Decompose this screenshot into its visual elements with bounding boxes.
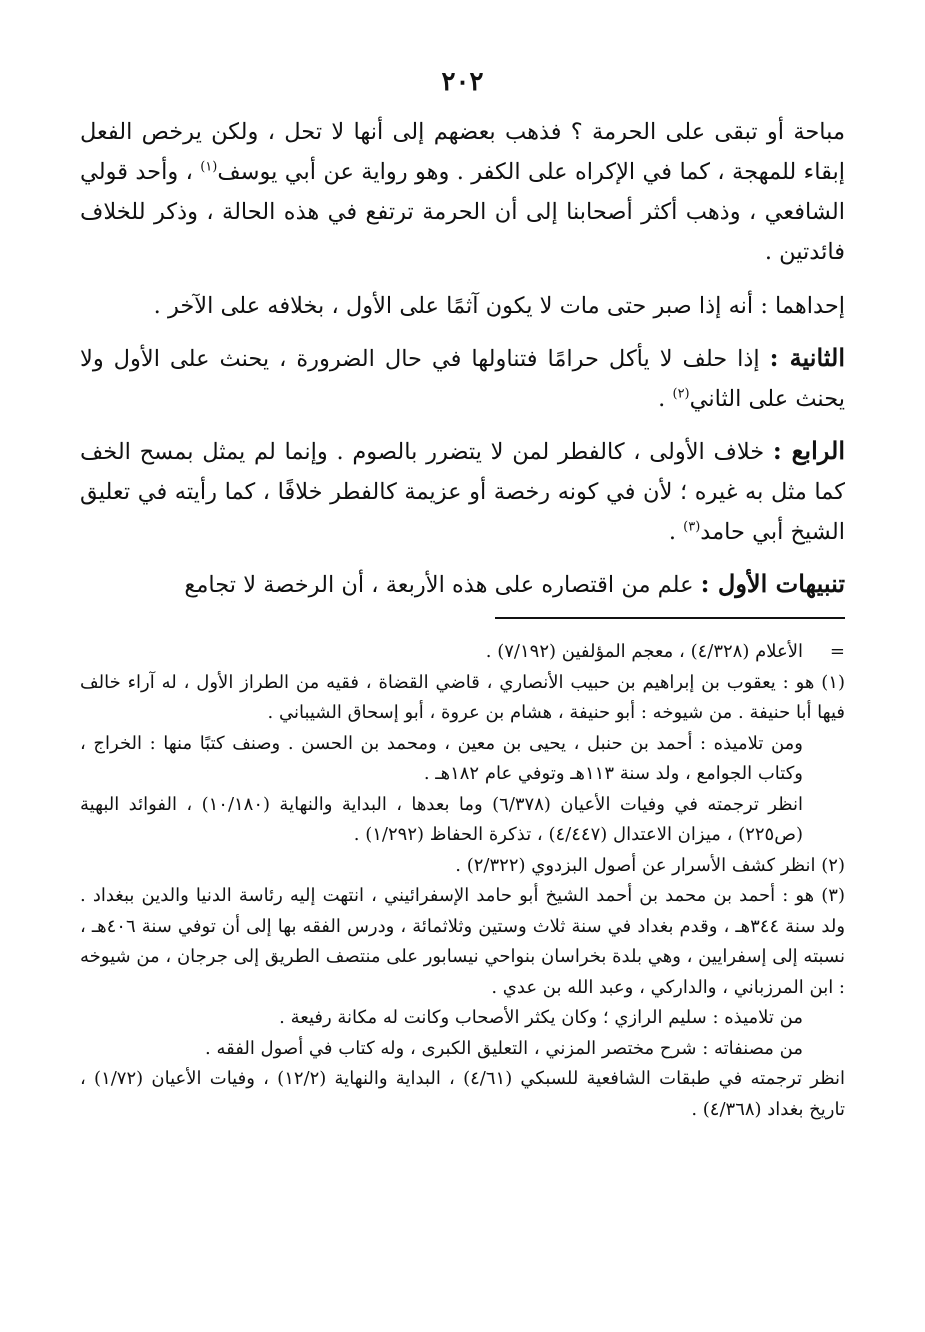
paragraph-1-text: مباحة أو تبقى على الحرمة ؟ فذهب بعضهم إلى أنها لا تحل ، ولكن يرخص الفعل إبقاء للمهجة ، كما في الإكراه على الكفر . وهو رواية عن أبي يوسف <box>80 119 845 185</box>
footnote-1-number: (١) <box>821 671 845 693</box>
footnote-2-text: انظر كشف الأسرار عن أصول البزدوي (٢/٣٢٢) . <box>455 854 822 876</box>
paragraph-5 <box>80 564 845 605</box>
paragraph-1-rest: ، وأحد قولي الشافعي ، وذهب أكثر أصحابنا إلى أن الحرمة ترتفع في هذه الحالة ، وذكر للخلاف فائدتين . <box>80 159 845 265</box>
paragraph-1 <box>80 112 845 272</box>
footnote-3-students: من تلاميذه : سليم الرازي ؛ وكان يكثر الأصحاب وكانت له مكانة رفيعة . <box>279 1007 803 1028</box>
footnote-1-sources: انظر ترجمته في وفيات الأعيان (٦/٣٧٨) وما بعدها ، البداية والنهاية (١٠/١٨٠) ، الفوائد البهية (ص٢٢٥) ، ميزان الاعتدال (٤/٤٤٧) ، تذكرة الحفاظ (١/٢٩٢) . <box>80 793 803 845</box>
footnote-2 <box>80 851 845 882</box>
page-number: ٢٠٢ <box>441 67 484 97</box>
footnote-2-number: (٢) <box>821 854 845 876</box>
paragraph-4-end: . <box>668 519 684 545</box>
footnote-3-works: من مصنفاته : شرح مختصر المزني ، التعليق الكبرى ، وله كتاب في أصول الفقه . <box>205 1037 803 1059</box>
footnotes-section <box>80 637 845 1125</box>
footnote-ref-2[interactable]: (٢) <box>672 386 690 402</box>
paragraph-4-heading: الرابع : <box>772 436 845 465</box>
paragraph-2: إحداهما : أنه إذا صبر حتى مات لا يكون آثمًا على الأول ، بخلافه على الآخر . <box>153 293 845 319</box>
paragraph-4-text: خلاف الأولى ، كالفطر لمن لا يتضرر بالصوم . وإنما لم يمثل بمسح الخف كما مثل به غيره ؛ لأن في كونه رخصة أو عزيمة كالفطر خلافًا ، كما رأيته في تعليق الشيخ أبي حامد <box>80 439 845 545</box>
footnote-continuation-text: الأعلام (٤/٣٢٨) ، معجم المؤلفين (٧/١٩٢) . <box>485 641 803 662</box>
footnote-divider <box>495 617 845 619</box>
footnote-1 <box>80 668 845 729</box>
footnote-1-students: ومن تلاميذه : أحمد بن حنبل ، يحيى بن معين ، ومحمد بن الحسن . وصنف كتبًا منها : الخراج ، وكتاب الجوامع ، ولد سنة ١١٣هـ وتوفي عام ١٨٢هـ . <box>80 732 803 784</box>
footnote-3-text: هو : أحمد بن محمد بن أحمد الشيخ أبو حامد الإسفرائيني ، انتهت إليه رئاسة الدنيا والدين ببغداد . ولد سنة ٣٤٤هـ ، وقدم بغداد في سنة ثلاث وستين وثلاثمائة ، ودرس الفقه بها إلى أن توفي سنة ٤٠٦هـ ، نسبته إلى إسفرايين ، وهي بلدة بخراسان بنواحي نيسابور على منتصف الطريق إلى جرجان ، من شيوخه : ابن المرزباني ، والداركي ، وعبد الله بن عدي . <box>80 885 846 998</box>
paragraph-3 <box>80 338 845 419</box>
footnote-ref-1[interactable]: (١) <box>200 159 218 175</box>
footnote-ref-3[interactable]: (٣) <box>683 519 701 535</box>
main-text <box>80 112 845 605</box>
paragraph-3-text: إذا حلف لا يأكل حرامًا فتناولها في حال الضرورة ، يحنث على الأول ولا يحنث على الثاني <box>80 346 845 412</box>
paragraph-3-heading: الثانية : <box>769 343 845 372</box>
footnote-3-number: (٣) <box>821 885 845 906</box>
paragraph-3-end: . <box>658 386 673 412</box>
continuation-marker: = <box>829 641 845 662</box>
paragraph-4 <box>80 431 845 552</box>
footnote-continuation <box>80 637 845 668</box>
footnote-3-sources: انظر ترجمته في طبقات الشافعية للسبكي (٤/٦١) ، البداية والنهاية (١٢/٢) ، وفيات الأعيان (١/٧٢) ، تاريخ بغداد (٤/٣٦٨) . <box>80 1068 845 1120</box>
paragraph-5-heading: تنبيهات الأول : <box>700 569 845 598</box>
footnote-3 <box>80 881 845 1003</box>
paragraph-5-text: علم من اقتصاره على هذه الأربعة ، أن الرخصة لا تجامع <box>184 572 701 598</box>
footnote-1-text: هو : يعقوب بن إبراهيم بن حبيب الأنصاري ، قاضي القضاة ، فقيه من الطراز الأول ، له آراء خالف فيها أبا حنيفة . من شيوخه : أبو حنيفة ، هشام بن عروة ، أبو إسحاق الشيباني . <box>80 671 845 723</box>
